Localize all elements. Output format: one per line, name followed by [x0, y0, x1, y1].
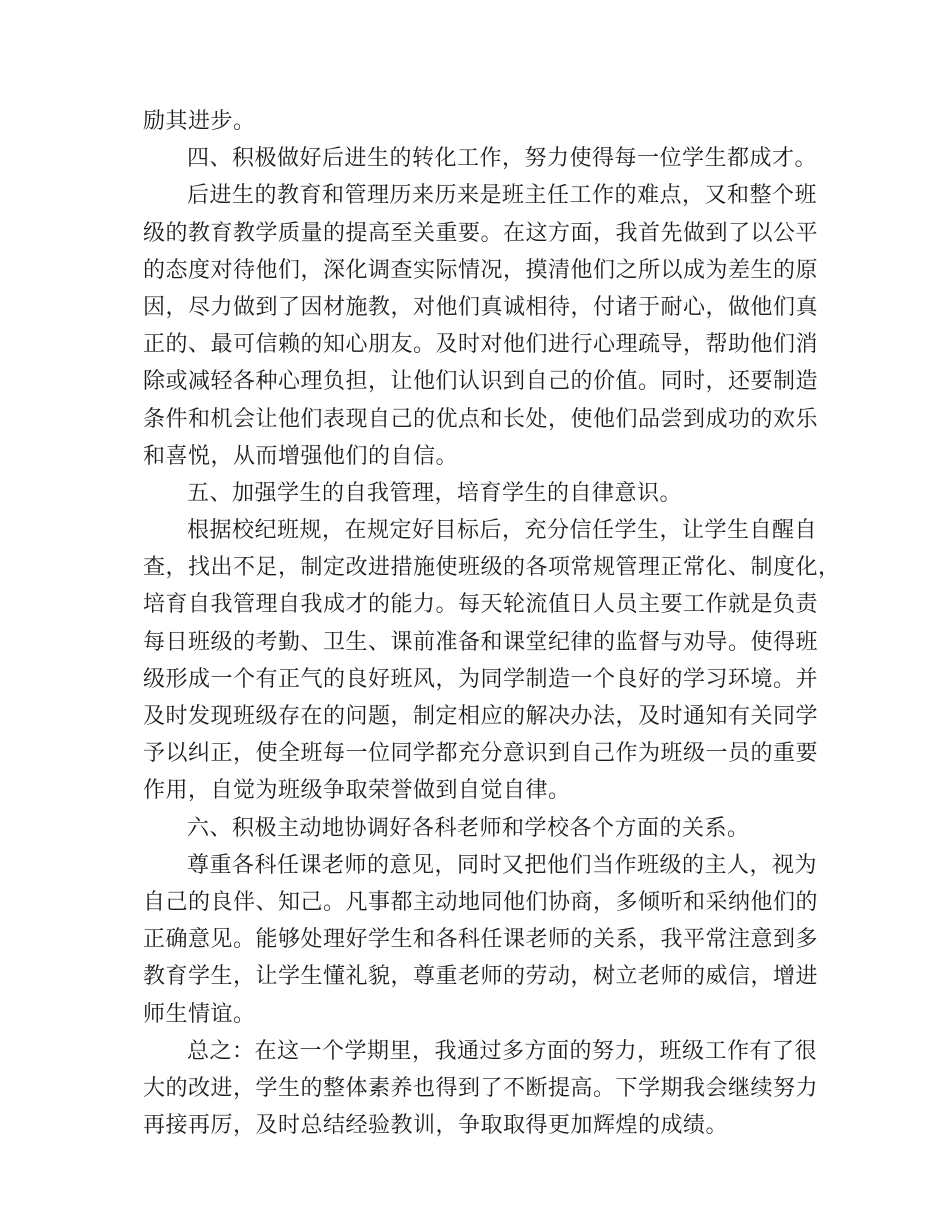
text-line: 后进生的教育和管理历来历来是班主任工作的难点，又和整个班: [187, 183, 818, 209]
text-line: 五、加强学生的自我管理，培育学生的自律意识。: [187, 480, 683, 506]
text-line: 予以纠正，使全班每一位同学都充分意识到自己作为班级一员的重要: [143, 741, 819, 767]
text-line: 总之：在这一个学期里，我通过多方面的努力，班级工作有了很: [187, 1038, 818, 1064]
text-line: 及时发现班级存在的问题，制定相应的解决办法，及时通知有关同学: [143, 704, 819, 729]
text-line: 四、积极做好后进生的转化工作，努力使得每一位学生都成才。: [187, 146, 818, 172]
text-line: 查，找出不足，制定改进措施使班级的各项常规管理正常化、制度化，: [143, 555, 841, 581]
text-line: 大的改进，学生的整体素养也得到了不断提高。下学期我会继续努力: [143, 1075, 819, 1101]
text-line: 师生情谊。: [143, 1001, 256, 1027]
text-line: 根据校纪班规，在规定好目标后，充分信任学生，让学生自醒自: [187, 518, 818, 544]
text-line: 励其进步。: [143, 109, 256, 134]
text-line: 教育学生，让学生懂礼貌，尊重老师的劳动，树立老师的威信，增进: [143, 964, 819, 990]
text-line: 因，尽力做到了因材施教，对他们真诚相待，付诸于耐心，做他们真: [143, 294, 819, 320]
text-line: 每日班级的考勤、卫生、课前准备和课堂纪律的监督与劝导。使得班: [143, 629, 819, 655]
document-body: [143, 103, 841, 1144]
text-line: 尊重各科任课老师的意见，同时又把他们当作班级的主人，视为: [187, 852, 818, 878]
text-line: 和喜悦，从而增强他们的自信。: [143, 443, 459, 469]
text-line: 六、积极主动地协调好各科老师和学校各个方面的关系。: [187, 815, 750, 841]
text-line: 级形成一个有正气的良好班风，为同学制造一个良好的学习环境。并: [143, 666, 819, 692]
text-line: 正的、最可信赖的知心朋友。及时对他们进行心理疏导，帮助他们消: [143, 332, 819, 358]
text-line: 培育自我管理自我成才的能力。每天轮流值日人员主要工作就是负责: [143, 592, 819, 618]
text-line: 条件和机会让他们表现自己的优点和长处，使他们品尝到成功的欢乐: [143, 406, 819, 432]
text-line: 正确意见。能够处理好学生和各科任课老师的关系，我平常注意到多: [143, 927, 819, 953]
text-line: 的态度对待他们，深化调查实际情况，摸清他们之所以成为差生的原: [143, 257, 819, 283]
text-line: 作用，自觉为班级争取荣誉做到自觉自律。: [143, 778, 571, 804]
text-line: 除或减轻各种心理负担，让他们认识到自己的价值。同时，还要制造: [143, 369, 819, 395]
text-line: 再接再厉，及时总结经验教训，争取取得更加辉煌的成绩。: [143, 1113, 729, 1139]
text-line: 级的教育教学质量的提高至关重要。在这方面，我首先做到了以公平: [143, 220, 819, 246]
text-line: 自己的良伴、知己。凡事都主动地同他们协商，多倾听和采纳他们的: [143, 889, 819, 915]
